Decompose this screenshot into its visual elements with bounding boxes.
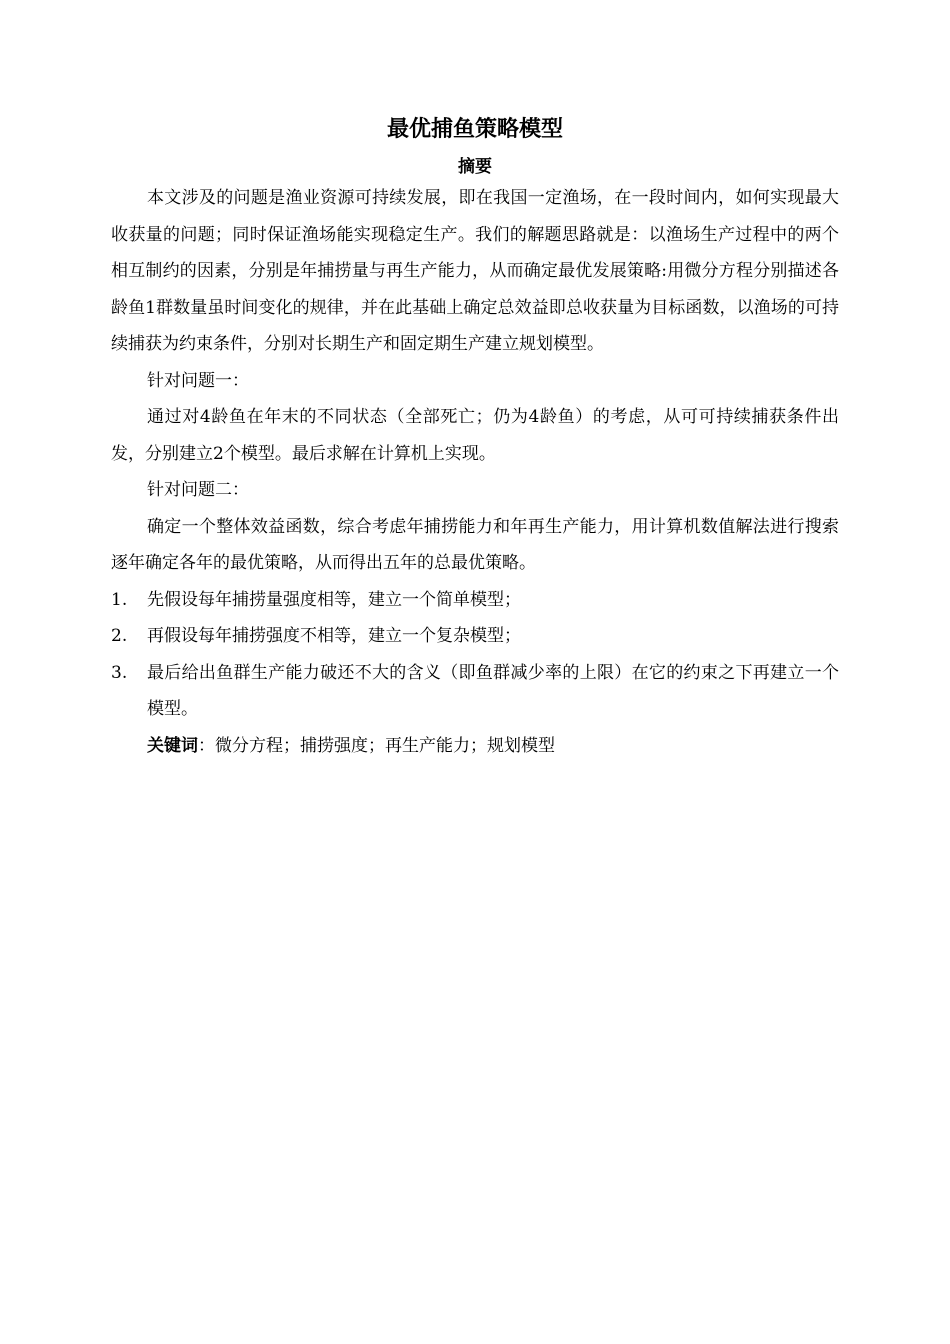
list-item xyxy=(111,655,839,728)
document-content xyxy=(111,110,839,764)
model-list xyxy=(111,582,839,728)
keywords-text: ：微分方程；捕捞强度；再生产能力；规划模型 xyxy=(198,735,555,756)
abstract-heading: 摘要 xyxy=(458,157,492,177)
list-item-text: 再假设每年捕捞强度不相等，建立一个复杂模型； xyxy=(147,626,521,646)
list-item xyxy=(111,618,839,655)
keywords-line xyxy=(111,728,839,765)
list-item-number: 2. xyxy=(111,626,128,646)
list-item xyxy=(111,582,839,619)
problem-two-heading: 针对问题二： xyxy=(147,480,249,500)
list-item-text: 先假设每年捕捞量强度相等，建立一个简单模型； xyxy=(147,589,521,610)
list-item-number: 3. xyxy=(111,662,128,683)
keywords-label: 关键词 xyxy=(147,735,198,756)
problem-two-paragraph: 确定一个整体效益函数，综合考虑年捕捞能力和年再生产能力，用计算机数值解法进行搜索逐年确定各年的最优策略，从而得出五年的总最优策略。 xyxy=(111,516,839,573)
list-item-text: 最后给出鱼群生产能力破还不大的含义（即鱼群减少率的上限）在它的约束之下再建立一个模型。 xyxy=(147,662,839,719)
problem-one-paragraph: 通过对4龄鱼在年末的不同状态（全部死亡；仍为4龄鱼）的考虑，从可可持续捕获条件出发，分别建立2个模型。最后求解在计算机上实现。 xyxy=(111,407,839,464)
list-item-number: 1. xyxy=(111,589,128,610)
abstract-paragraph: 本文涉及的问题是渔业资源可持续发展，即在我国一定渔场，在一段时间内，如何实现最大收获量的问题；同时保证渔场能实现稳定生产。我们的解题思路就是：以渔场生产过程中的两个相互制约的因素，分别是年捕捞量与再生产能力，从而确定最优发展策略:用微分方程分别描述各龄鱼1群数量虽时间变化的规律，并在此基础上确定总效益即总收获量为目标函数，以渔场的可持续捕获为约束条件，分别对长期生产和固定期生产建立规划模型。 xyxy=(111,188,839,354)
problem-one-heading: 针对问题一： xyxy=(147,370,249,391)
document-title: 最优捕鱼策略模型 xyxy=(386,117,563,142)
